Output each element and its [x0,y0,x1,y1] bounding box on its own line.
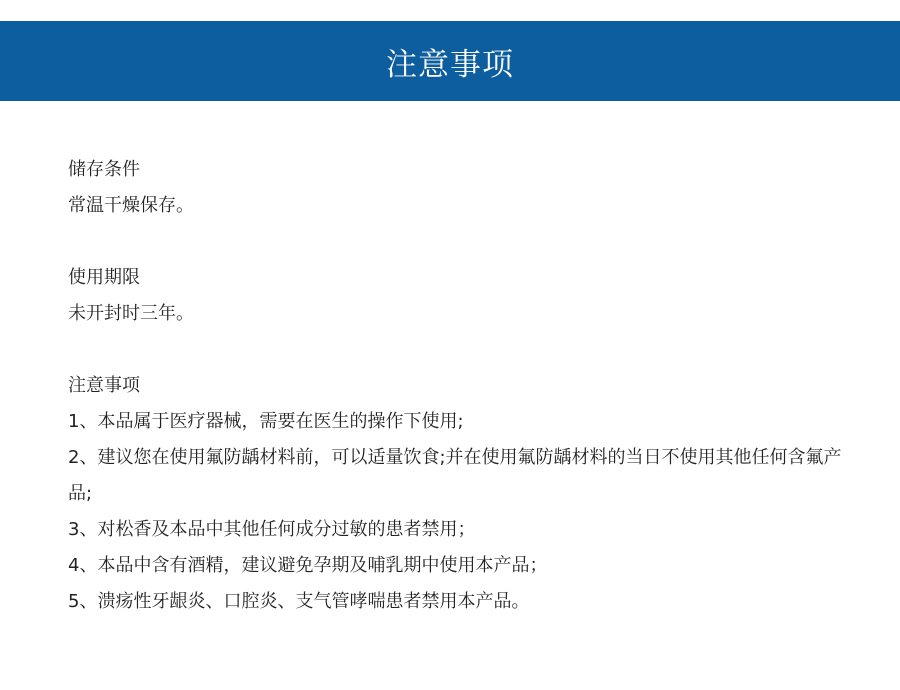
storage-heading: 储存条件 [68,159,140,180]
header-banner [0,21,900,101]
precaution-item: 4、本品中含有酒精，建议避免孕期及哺乳期中使用本产品； [68,555,548,576]
storage-text: 常温干燥保存。 [68,195,194,216]
shelf-life-text: 未开封时三年。 [68,303,194,324]
content-area [68,152,858,620]
precaution-item: 3、对松香及本品中其他任何成分过敏的患者禁用； [68,519,476,540]
shelf-life-section [68,260,858,332]
precautions-section [68,368,858,620]
precaution-item: 1、本品属于医疗器械，需要在医生的操作下使用; [68,411,464,432]
storage-section [68,152,858,224]
page-title: 注意事项 [386,46,514,83]
precautions-heading: 注意事项 [68,375,140,396]
precaution-item: 2、建议您在使用氟防龋材料前，可以适量饮食;并在使用氟防龋材料的当日不使用其他任何含氟产品; [68,447,842,504]
shelf-life-heading: 使用期限 [68,267,140,288]
precaution-item: 5、溃疡性牙龈炎、口腔炎、支气管哮喘患者禁用本产品。 [68,591,530,612]
